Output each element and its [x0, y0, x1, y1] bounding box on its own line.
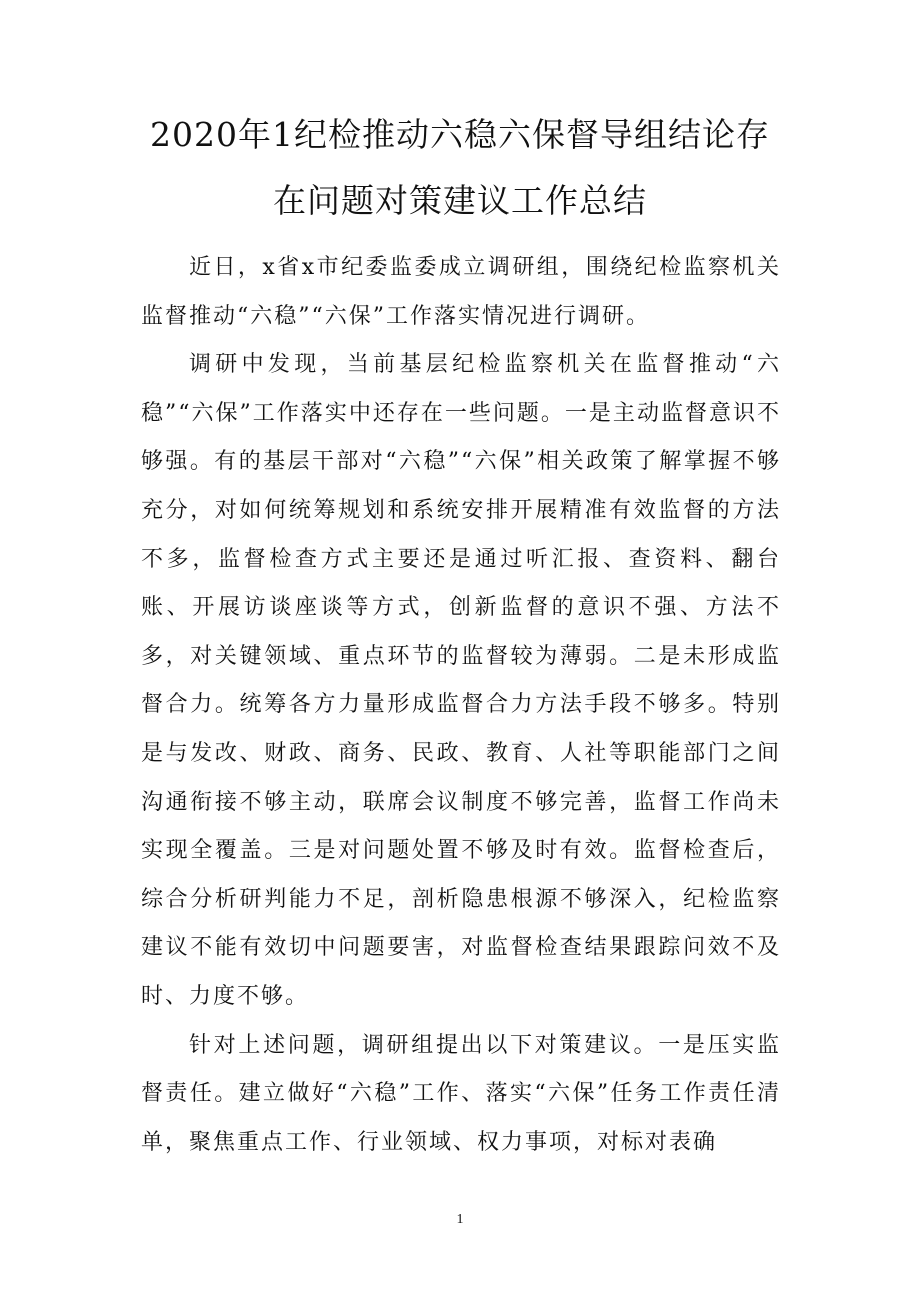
document-title-line-1: 2020年1纪检推动六稳六保督导组结论存: [150, 115, 770, 154]
document-title-line-2: 在问题对策建议工作总结: [273, 181, 647, 220]
page-number: 1: [456, 1212, 464, 1227]
paragraph-intro: 近日，x省x市纪委监委成立调研组，围绕纪检监察机关监督推动“六稳”“六保”工作落实情况进行调研。: [141, 255, 781, 329]
document-body: [141, 244, 781, 1167]
paragraph-problems: 调研中发现，当前基层纪检监察机关在监督推动“六稳”“六保”工作落实中还存在一些问题。一是主动监督意识不够强。有的基层干部对“六稳”“六保”相关政策了解掌握不够充分，对如何统筹规划和系统安排开展精准有效监督的方法不多，监督检查方式主要还是通过听汇报、查资料、翻台账、开展访谈座谈等方式，创新监督的意识不强、方法不多，对关键领域、重点环节的监督较为薄弱。二是未形成监督合力。统筹各方力量形成监督合力方法手段不够多。特别是与发改、财政、商务、民政、教育、人社等职能部门之间沟通衔接不够主动，联席会议制度不够完善，监督工作尚未实现全覆盖。三是对问题处置不够及时有效。监督检查后，综合分析研判能力不足，剖析隐患根源不够深入，纪检监察建议不能有效切中问题要害，对监督检查结果跟踪问效不及时、力度不够。: [141, 352, 781, 1009]
paragraph-suggestions: 针对上述问题，调研组提出以下对策建议。一是压实监督责任。建立做好“六稳”工作、落实“六保”任务工作责任清单，聚焦重点工作、行业领域、权力事项，对标对表确: [141, 1032, 781, 1155]
